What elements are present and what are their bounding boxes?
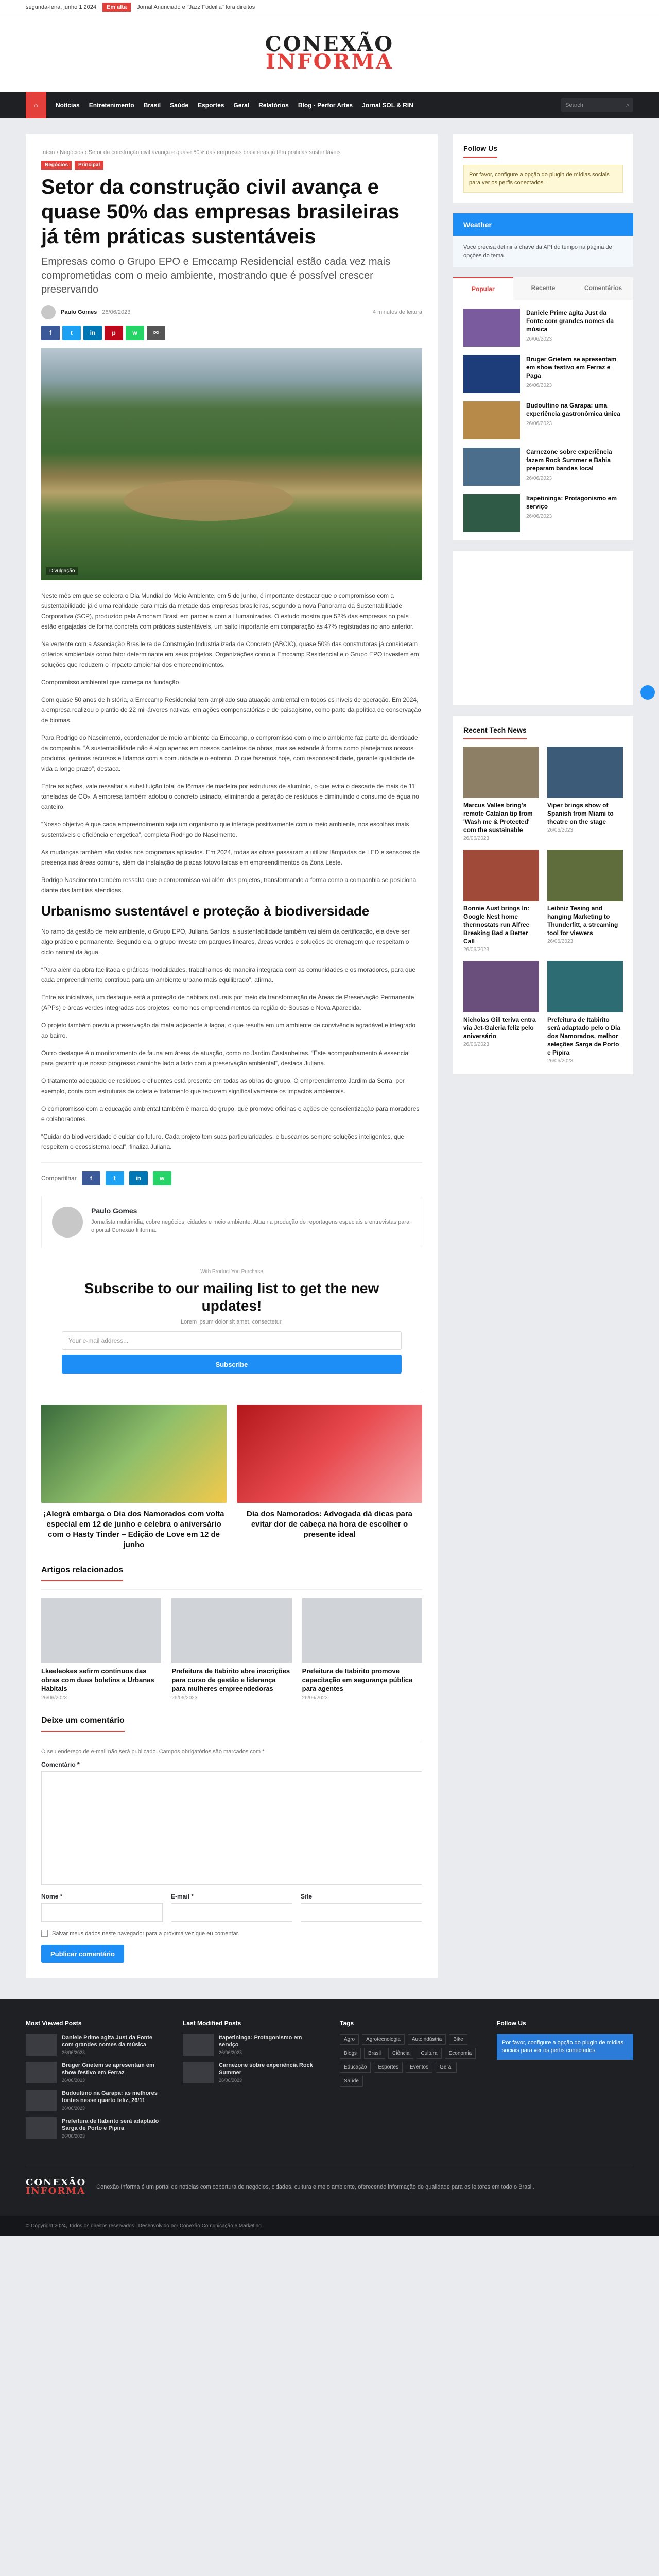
list-item[interactable] xyxy=(463,850,539,953)
next-post[interactable] xyxy=(237,1405,422,1550)
footer-about xyxy=(26,2166,633,2195)
list-item-title[interactable]: Nicholas Gill teriva entra via Jet-Galeria feliz pelo aniversário xyxy=(463,1016,536,1040)
related-item[interactable] xyxy=(302,1598,422,1701)
next-post-title[interactable]: Dia dos Namorados: Advogada dá dicas para evitar dor de cabeça na hora de escolher o presente ideal xyxy=(246,1510,413,1539)
sidebar xyxy=(453,134,633,1074)
footer-item-title[interactable]: Carnezone sobre experiência Rock Summer xyxy=(219,2062,313,2076)
list-item-date: 26/06/2023 xyxy=(463,836,490,841)
tabs xyxy=(453,277,633,300)
related-item[interactable] xyxy=(41,1598,161,1701)
related-title-link[interactable]: Prefeitura de Itabirito promove capacitação em segurança pública para agentes xyxy=(302,1667,413,1692)
site-footer xyxy=(0,1999,659,2216)
list-item-date: 26/06/2023 xyxy=(463,1042,490,1047)
copyright xyxy=(0,2216,659,2236)
thumbnail[interactable] xyxy=(26,2034,57,2056)
list-item[interactable] xyxy=(547,850,623,953)
newsletter-kicker: With Product You Purchase xyxy=(200,1269,263,1275)
paragraph: “Nosso objetivo é que cada empreendimento seja um organismo que interage positivamente com o meio ambiente, nos escolhas mais sustentáveis e eficiência energética”, completa Rodrigo do Nascimento. xyxy=(41,821,409,838)
footer-column-title: Last Modified Posts xyxy=(183,2020,241,2027)
footer-item[interactable] xyxy=(183,2034,319,2056)
footer-item-date: 26/06/2023 xyxy=(62,2106,85,2111)
comment-fields xyxy=(41,1893,422,1922)
list-item-date: 26/06/2023 xyxy=(463,947,490,953)
previous-post-image[interactable] xyxy=(41,1405,227,1503)
post-title: Setor da construção civil avança e quase 50% das empresas brasileiras já têm práticas sustentáveis xyxy=(41,176,400,248)
nav-item[interactable]: Blog · Perfor Artes xyxy=(298,101,353,109)
footer-column-title: Follow Us xyxy=(497,2020,526,2027)
facebook-share-button[interactable]: f xyxy=(41,326,60,340)
footer-logo-line2: INFORMA xyxy=(26,2185,86,2196)
list-item-title[interactable]: Viper brings show of Spanish from Miami to theatre on the stage xyxy=(547,802,614,825)
list-item-date: 26/06/2023 xyxy=(526,383,552,388)
paragraph: As mudanças também são vistas nos programas aplicados. Em 2024, todas as obras passaram a utilizar lâmpadas de LED e sensores de presença nas áreas comuns, além da instalação de placas fotovoltaicas em empreendimentos da Zona Leste. xyxy=(41,849,420,866)
section-heading: Urbanismo sustentável e proteção à biodiversidade xyxy=(41,903,370,919)
related-title-link[interactable]: Lkeeleokes sefirm contínuos das obras com duas boletins a Urbanas Habitais xyxy=(41,1667,154,1692)
footer-item-date: 26/06/2023 xyxy=(62,2133,85,2139)
footer-column xyxy=(183,2020,319,2145)
thumbnail[interactable] xyxy=(463,355,520,393)
tabs-widget xyxy=(453,277,633,540)
footer-item-date: 26/06/2023 xyxy=(219,2050,242,2055)
paragraph: Compromisso ambiental que começa na fundação xyxy=(41,679,179,686)
reading-time: 4 minutos de leitura xyxy=(373,309,422,315)
top-bar xyxy=(0,0,659,14)
paragraph: “Cuidar da biodiversidade é cuidar do futuro. Cada projeto tem suas particularidades, e buscamos sempre soluções inteligentes, que respeitem o ecossistema local”, finaliza Juliana. xyxy=(41,1133,405,1150)
tag-link[interactable]: Brasil xyxy=(364,2048,385,2059)
paragraph: O projeto também previu a preservação da mata adjacente à lagoa, o que resulta em um ambiente de convivência agradável e integrado ao bairro. xyxy=(41,1022,416,1039)
newsletter xyxy=(41,1264,422,1389)
related-title: Artigos relacionados xyxy=(41,1566,123,1581)
list-item-title[interactable]: Carnezone sobre experiência fazem Rock Summer e Bahia preparam bandas local xyxy=(526,448,612,472)
paragraph: Rodrigo Nascimento também ressalta que o compromisso vai além dos projetos, transformando a forma como a companhia se posiciona diante das famílias atendidas. xyxy=(41,876,417,894)
list-item-title[interactable]: Leibniz Tesing and hanging Marketing to Thunderfitt, a streaming tool for viewers xyxy=(547,905,618,937)
comment-label: Comentário * xyxy=(41,1761,80,1768)
category-badge[interactable]: Negócios xyxy=(41,161,72,170)
tab-comments[interactable]: Comentários xyxy=(573,277,633,300)
current-date: segunda-feira, junho 1 2024 xyxy=(26,4,96,10)
paragraph: O compromisso com a educação ambiental também é marca do grupo, que promove oficinas e ações de conscientização para moradores e colaboradores. xyxy=(41,1105,420,1123)
previous-post[interactable] xyxy=(41,1405,227,1550)
paragraph: No ramo da gestão de meio ambiente, o Grupo EPO, Juliana Santos, a sustentabilidade também vai além da certificação, ela deve ser algo prático e permanente. Segundo ela, o grupo investe em parques lineares, áreas verdes e soluções de drenagem que respeitam o ciclo natural da água. xyxy=(41,928,410,956)
post-meta xyxy=(41,305,422,319)
list-item-date: 26/06/2023 xyxy=(547,827,574,833)
thumbnail[interactable] xyxy=(26,2062,57,2083)
paragraph: O tratamento adequado de resíduos e efluentes está presente em todas as obras do grupo. O empreendimento Jardim da Serra, por exemplo, conta com estruturas de coleta e tratamento que reduzem significativamente os impactos ambientais. xyxy=(41,1077,405,1095)
weather-notice: Você precisa definir a chave da API do tempo na página de opções do tema. xyxy=(453,236,633,267)
list-item-date: 26/06/2023 xyxy=(526,336,552,342)
footer-item-date: 26/06/2023 xyxy=(219,2078,242,2083)
tag-link[interactable]: Esportes xyxy=(374,2062,402,2073)
name-label: Nome * xyxy=(41,1893,63,1900)
list-item[interactable] xyxy=(463,309,623,347)
related-date: 26/06/2023 xyxy=(302,1695,328,1701)
nav-item[interactable]: Geral xyxy=(233,101,250,109)
submit-comment-button[interactable]: Publicar comentário xyxy=(41,1945,124,1963)
comment-note: O seu endereço de e-mail não será publicado. Campos obrigatórios são marcados com * xyxy=(41,1749,265,1755)
related-posts xyxy=(41,1598,422,1701)
footer-item-title[interactable]: Bruger Grietem se apresentam em show festivo em Ferraz xyxy=(62,2062,154,2076)
thumbnail[interactable] xyxy=(26,2117,57,2139)
thumbnail[interactable] xyxy=(547,961,623,1012)
site-header xyxy=(0,14,659,92)
next-post-image[interactable] xyxy=(237,1405,422,1503)
tag-link[interactable]: Eventos xyxy=(406,2062,432,2073)
tech-news-widget xyxy=(453,716,633,1074)
footer-item-title[interactable]: Budoultino na Garapa: as melhores fontes nesse quarto feliz, 26/11 xyxy=(62,2090,158,2104)
whatsapp-share-button[interactable]: w xyxy=(126,326,144,340)
list-item-date: 26/06/2023 xyxy=(526,514,552,519)
footer-item-title[interactable]: Daniele Prime agita Just da Fonte com grandes nomes da música xyxy=(62,2035,153,2048)
previous-post-title[interactable]: ¡Alegrá embarga o Dia dos Namorados com volta especial em 12 de junho e celebra o aniversário com o Hasty Tinder – Edição de Love em 12 de junho xyxy=(43,1510,224,1549)
author-box xyxy=(41,1196,422,1248)
list-item-title[interactable]: Daniele Prime agita Just da Fonte com grandes nomes da música xyxy=(526,309,614,333)
footer-item[interactable] xyxy=(26,2090,162,2111)
list-item[interactable] xyxy=(463,747,539,841)
tag-link[interactable]: Saúde xyxy=(340,2076,363,2087)
footer-logo[interactable] xyxy=(26,2179,86,2195)
paragraph: Entre as iniciativas, um destaque está a proteção de habitats naturais por meio da transformação de Áreas de Preservação Permanente (APPs) e áreas verdes integradas aos projetos, como nos empreendimentos da região de Sousas e Nova Aparecida. xyxy=(41,994,414,1011)
post-navigation xyxy=(41,1405,422,1550)
share-label: Compartilhar xyxy=(41,1175,77,1182)
tag-link[interactable]: Economia xyxy=(445,2048,476,2059)
twitter-share-button[interactable]: t xyxy=(62,326,81,340)
nav-item[interactable]: Relatórios xyxy=(258,101,289,109)
nav-item[interactable]: Notícias xyxy=(56,101,80,109)
footer-column-title: Most Viewed Posts xyxy=(26,2020,82,2027)
tag-link[interactable]: Educação xyxy=(340,2062,371,2073)
author-name[interactable]: Paulo Gomes xyxy=(61,309,97,315)
share-footer xyxy=(41,1162,422,1185)
site-logo[interactable] xyxy=(265,32,394,74)
list-item[interactable] xyxy=(547,961,623,1064)
newsletter-email-input[interactable]: Your e-mail address... xyxy=(62,1331,402,1350)
thumbnail[interactable] xyxy=(26,2090,57,2111)
list-item[interactable] xyxy=(463,448,623,486)
tag-link[interactable]: Agro xyxy=(340,2034,359,2045)
footer-item[interactable] xyxy=(26,2117,162,2139)
related-item[interactable] xyxy=(171,1598,291,1701)
footer-logo-line1: CONEXÃO xyxy=(26,2177,86,2188)
footer-item[interactable] xyxy=(26,2062,162,2083)
nav-item[interactable]: Esportes xyxy=(198,101,224,109)
paragraph: Neste mês em que se celebra o Dia Mundial do Meio Ambiente, em 5 de junho, é importante destacar que o compromisso com a sustentabilidade já é uma realidade para mais da metade das empresas brasileiras, segundo a nova Panorama da Sustentabilidade Corporativa (SCP), produzido pela Amcham Brasil em parceria com a Humanizadas. O estudo mostra que 52% das empresas no país estão engajadas de forma concreta com práticas sustentáveis, um salto importante em comparação às 47% registradas no ano anterior. xyxy=(41,592,414,630)
save-data-label: Salvar meus dados neste navegador para a próxima vez que eu comentar. xyxy=(52,1930,239,1937)
author-bio: Jornalista multimídia, cobre negócios, cidades e meio ambiente. Atua na produção de reportagens especiais e entrevistas para o portal Conexão Informa. xyxy=(91,1219,410,1233)
newsletter-subtitle: Lorem ipsum dolor sit amet, consectetur. xyxy=(180,1319,283,1325)
ad-space xyxy=(453,551,633,705)
comment-textarea[interactable] xyxy=(41,1771,422,1885)
list-item-title[interactable]: Marcus Valles bring's remote Catalan tip from 'Wash me & Protected' com the sustainable xyxy=(463,802,533,834)
list-item-title[interactable]: Bonnie Aust brings In: Google Nest home thermostats run Alfree Breaking Bad a Better Call xyxy=(463,905,530,945)
follow-widget xyxy=(453,134,633,203)
email-share-button[interactable]: ✉ xyxy=(147,326,165,340)
share-buttons xyxy=(41,326,422,340)
tag-cloud xyxy=(340,2034,476,2087)
tab-popular[interactable]: Popular xyxy=(453,277,513,300)
follow-notice: Por favor, configure a opção do plugin de mídias sociais para ver os perfis conectados. xyxy=(463,165,623,193)
list-item[interactable] xyxy=(463,401,623,439)
whatsapp-share-button[interactable]: w xyxy=(153,1171,171,1185)
nav-item[interactable]: Jornal SOL & RIN xyxy=(362,101,413,109)
post-subtitle: Empresas como o Grupo EPO e Emccamp Residencial estão cada vez mais comprometidas com o meio ambiente, mostrando que é possível crescer preservando xyxy=(41,256,391,295)
list-item-date: 26/06/2023 xyxy=(526,476,552,481)
weather-widget xyxy=(453,213,633,267)
facebook-share-button[interactable]: f xyxy=(82,1171,100,1185)
thumbnail[interactable] xyxy=(463,961,539,1012)
search-input[interactable] xyxy=(561,98,633,112)
list-item-date: 26/06/2023 xyxy=(547,939,574,944)
paragraph: Para Rodrigo do Nascimento, coordenador de meio ambiente da Emccamp, o compromisso com o meio ambiente faz parte da identidade da companhia. “A sustentabilidade não é algo apenas em nossos canteiros de obras, mas se estende à forma como planejamos nossos produtos, gerimos recursos e lidamos com a comunidade e o entorno. O que fazemos hoje, com responsabilidade, garante qualidade de vida a longo prazo”, destaca. xyxy=(41,734,418,772)
paragraph: “Para além da obra facilitada e práticas modalidades, trabalhamos de maneira integrada com as comunidades e os moradores, para que cada empreendimento contribua para um ambiente urbano mais equilibrado”, afirma. xyxy=(41,966,416,984)
logo-line1: CONEXÃO xyxy=(265,32,394,56)
paragraph: Com quase 50 anos de história, a Emccamp Residencial tem ampliado sua atuação ambiental em todos os níveis de operação. Em 2024, a empresa realizou o plantio de 22 mil árvores nativas, em ações compensatórias e de paisagismo, como parte da política de conservação de biomas. xyxy=(41,696,421,724)
comments-title: Deixe um comentário xyxy=(41,1716,125,1732)
related-title-link[interactable]: Prefeitura de Itabirito abre inscrições para curso de gestão e liderança para mulheres empreendedoras xyxy=(171,1667,290,1692)
footer-item-title[interactable]: Itapetininga: Protagonismo em serviço xyxy=(219,2035,302,2048)
email-label: E-mail * xyxy=(171,1893,194,1900)
related-date: 26/06/2023 xyxy=(41,1695,67,1701)
tag-link[interactable]: Ciência xyxy=(388,2048,413,2059)
category-badges xyxy=(41,161,422,170)
nav-item[interactable]: Saúde xyxy=(170,101,189,109)
article xyxy=(26,134,438,1978)
thumbnail[interactable] xyxy=(463,850,539,901)
tag-link[interactable]: Cultura xyxy=(417,2048,441,2059)
tag-link[interactable]: Bike xyxy=(449,2034,467,2045)
post-date: 26/06/2023 xyxy=(102,309,131,315)
footer-item-title[interactable]: Prefeitura de Itabirito será adaptado Sarga de Porto e Pipira xyxy=(62,2118,159,2131)
tag-link[interactable]: Blogs xyxy=(340,2048,361,2059)
related-image[interactable] xyxy=(302,1598,422,1663)
featured-image xyxy=(41,348,422,580)
twitter-share-button[interactable]: t xyxy=(106,1171,124,1185)
category-badge[interactable]: Principal xyxy=(75,161,103,170)
site-field[interactable] xyxy=(301,1903,422,1922)
linkedin-share-button[interactable]: in xyxy=(129,1171,148,1185)
thumbnail[interactable] xyxy=(183,2034,214,2056)
thumbnail[interactable] xyxy=(463,309,520,347)
list-item-date: 26/06/2023 xyxy=(526,421,552,427)
paragraph: Outro destaque é o monitoramento de fauna em áreas de atuação, como no Jardim Castanheiras. “Este acompanhamento é essencial para garantir que nosso progresso caminhe lado a lado com a preservação ambiental”, destaca Juliana. xyxy=(41,1049,410,1067)
search-icon[interactable]: ⌕ xyxy=(626,101,629,108)
footer-column xyxy=(340,2020,476,2145)
footer-about-text: Conexão Informa é um portal de notícias com cobertura de negócios, cidades, cultura e meio ambiente, oferecendo informação de qualidade para os leitores em todo o Brasil. xyxy=(96,2184,534,2190)
footer-item[interactable] xyxy=(183,2062,319,2083)
subscribe-button[interactable]: Subscribe xyxy=(62,1355,402,1374)
main-nav xyxy=(0,92,659,118)
home-icon[interactable]: ⌂ xyxy=(26,92,46,118)
thumbnail[interactable] xyxy=(463,494,520,532)
copyright-text: © Copyright 2024, Todos os direitos reservados | Desenvolvido por Conexão Comunicação e Marketing xyxy=(26,2223,262,2229)
footer-item-date: 26/06/2023 xyxy=(62,2050,85,2055)
author-avatar[interactable] xyxy=(41,305,56,319)
footer-column xyxy=(497,2020,633,2145)
related-date: 26/06/2023 xyxy=(171,1695,198,1701)
newsletter-title: Subscribe to our mailing list to get the new updates! xyxy=(84,1280,379,1314)
related-image[interactable] xyxy=(41,1598,161,1663)
list-item-title[interactable]: Budoultino na Garapa: uma experiência gastronômica única xyxy=(526,402,620,417)
related-image[interactable] xyxy=(171,1598,291,1663)
nav-item[interactable]: Entretenimento xyxy=(89,101,134,109)
list-item-title[interactable]: Itapetininga: Protagonismo em serviço xyxy=(526,495,617,510)
pinterest-share-button[interactable]: p xyxy=(105,326,123,340)
thumbnail[interactable] xyxy=(463,448,520,486)
tech-grid xyxy=(463,747,623,1064)
popular-list xyxy=(453,300,633,540)
thumbnail[interactable] xyxy=(547,747,623,798)
footer-column xyxy=(26,2020,162,2145)
page-body xyxy=(26,134,633,1978)
featured-image-lake xyxy=(124,480,293,521)
tag-link[interactable]: Geral xyxy=(436,2062,456,2073)
tab-recent[interactable]: Recente xyxy=(513,277,574,300)
name-field[interactable] xyxy=(41,1903,163,1922)
list-item-title[interactable]: Bruger Grietem se apresentam em show festivo em Ferraz e Paga xyxy=(526,355,617,379)
search-placeholder: Search xyxy=(565,102,583,108)
footer-item[interactable] xyxy=(26,2034,162,2056)
breadcrumb[interactable]: Início › Negócios › Setor da construção civil avança e quase 50% das empresas brasileiras já têm práticas sustentáveis xyxy=(41,149,341,156)
footer-columns xyxy=(26,2020,633,2145)
trending-badge: Em alta xyxy=(102,3,131,12)
widget-title: Recent Tech News xyxy=(463,726,527,739)
scroll-top-button[interactable] xyxy=(640,685,655,700)
save-data-checkbox[interactable] xyxy=(41,1930,48,1937)
news-ticker[interactable]: Jornal Anunciado e "Jazz Fodeilia" fora direitos xyxy=(137,4,255,10)
footer-column-title: Tags xyxy=(340,2020,354,2027)
list-item[interactable] xyxy=(463,494,623,532)
widget-title: Follow Us xyxy=(463,144,497,158)
list-item[interactable] xyxy=(463,961,539,1064)
list-item-date: 26/06/2023 xyxy=(547,1058,574,1064)
author-avatar[interactable] xyxy=(52,1207,83,1238)
list-item[interactable] xyxy=(463,355,623,393)
logo-line2: INFORMA xyxy=(265,49,394,74)
paragraph: Entre as ações, vale ressaltar a substituição total de fôrmas de madeira por estruturas de alumínio, o que evita o descarte de mais de 11 toneladas de CO₂. A empresa também adotou o concreto usinado, eliminando a geração de resíduos e diminuindo o consumo de água no canteiro. xyxy=(41,783,419,810)
save-data-checkbox-row xyxy=(41,1930,422,1937)
author-name[interactable]: Paulo Gomes xyxy=(91,1207,137,1215)
email-field[interactable] xyxy=(171,1903,292,1922)
weather-title: Weather xyxy=(453,213,633,236)
thumbnail[interactable] xyxy=(547,850,623,901)
thumbnail[interactable] xyxy=(183,2062,214,2083)
linkedin-share-button[interactable]: in xyxy=(83,326,102,340)
list-item-title[interactable]: Prefeitura de Itabirito será adaptado pelo o Dia dos Namorados, melhor seleções Sarga de Porto e Pipira xyxy=(547,1016,621,1056)
tag-link[interactable]: Autoindústria xyxy=(408,2034,446,2045)
footer-item-date: 26/06/2023 xyxy=(62,2078,85,2083)
footer-follow-notice: Por favor, configure a opção do plugin de mídias sociais para ver os perfis conectados. xyxy=(497,2034,633,2060)
paragraph: Na vertente com a Associação Brasileira de Construção Industrializada de Concreto (ABCIC), quase 50% das construtoras já consideram critérios ambientais como fator determinante em seus projetos. Organizações como a Emccamp Residencial e o Grupo EPO investem em soluções que reduzem o impacto ambiental dos empreendimentos. xyxy=(41,640,419,668)
thumbnail[interactable] xyxy=(463,401,520,439)
list-item[interactable] xyxy=(547,747,623,841)
article-body xyxy=(41,590,422,1152)
nav-item[interactable]: Brasil xyxy=(143,101,161,109)
thumbnail[interactable] xyxy=(463,747,539,798)
tag-link[interactable]: Agrotecnologia xyxy=(362,2034,405,2045)
image-credit: Divulgação xyxy=(46,567,78,575)
site-label: Site xyxy=(301,1893,313,1900)
